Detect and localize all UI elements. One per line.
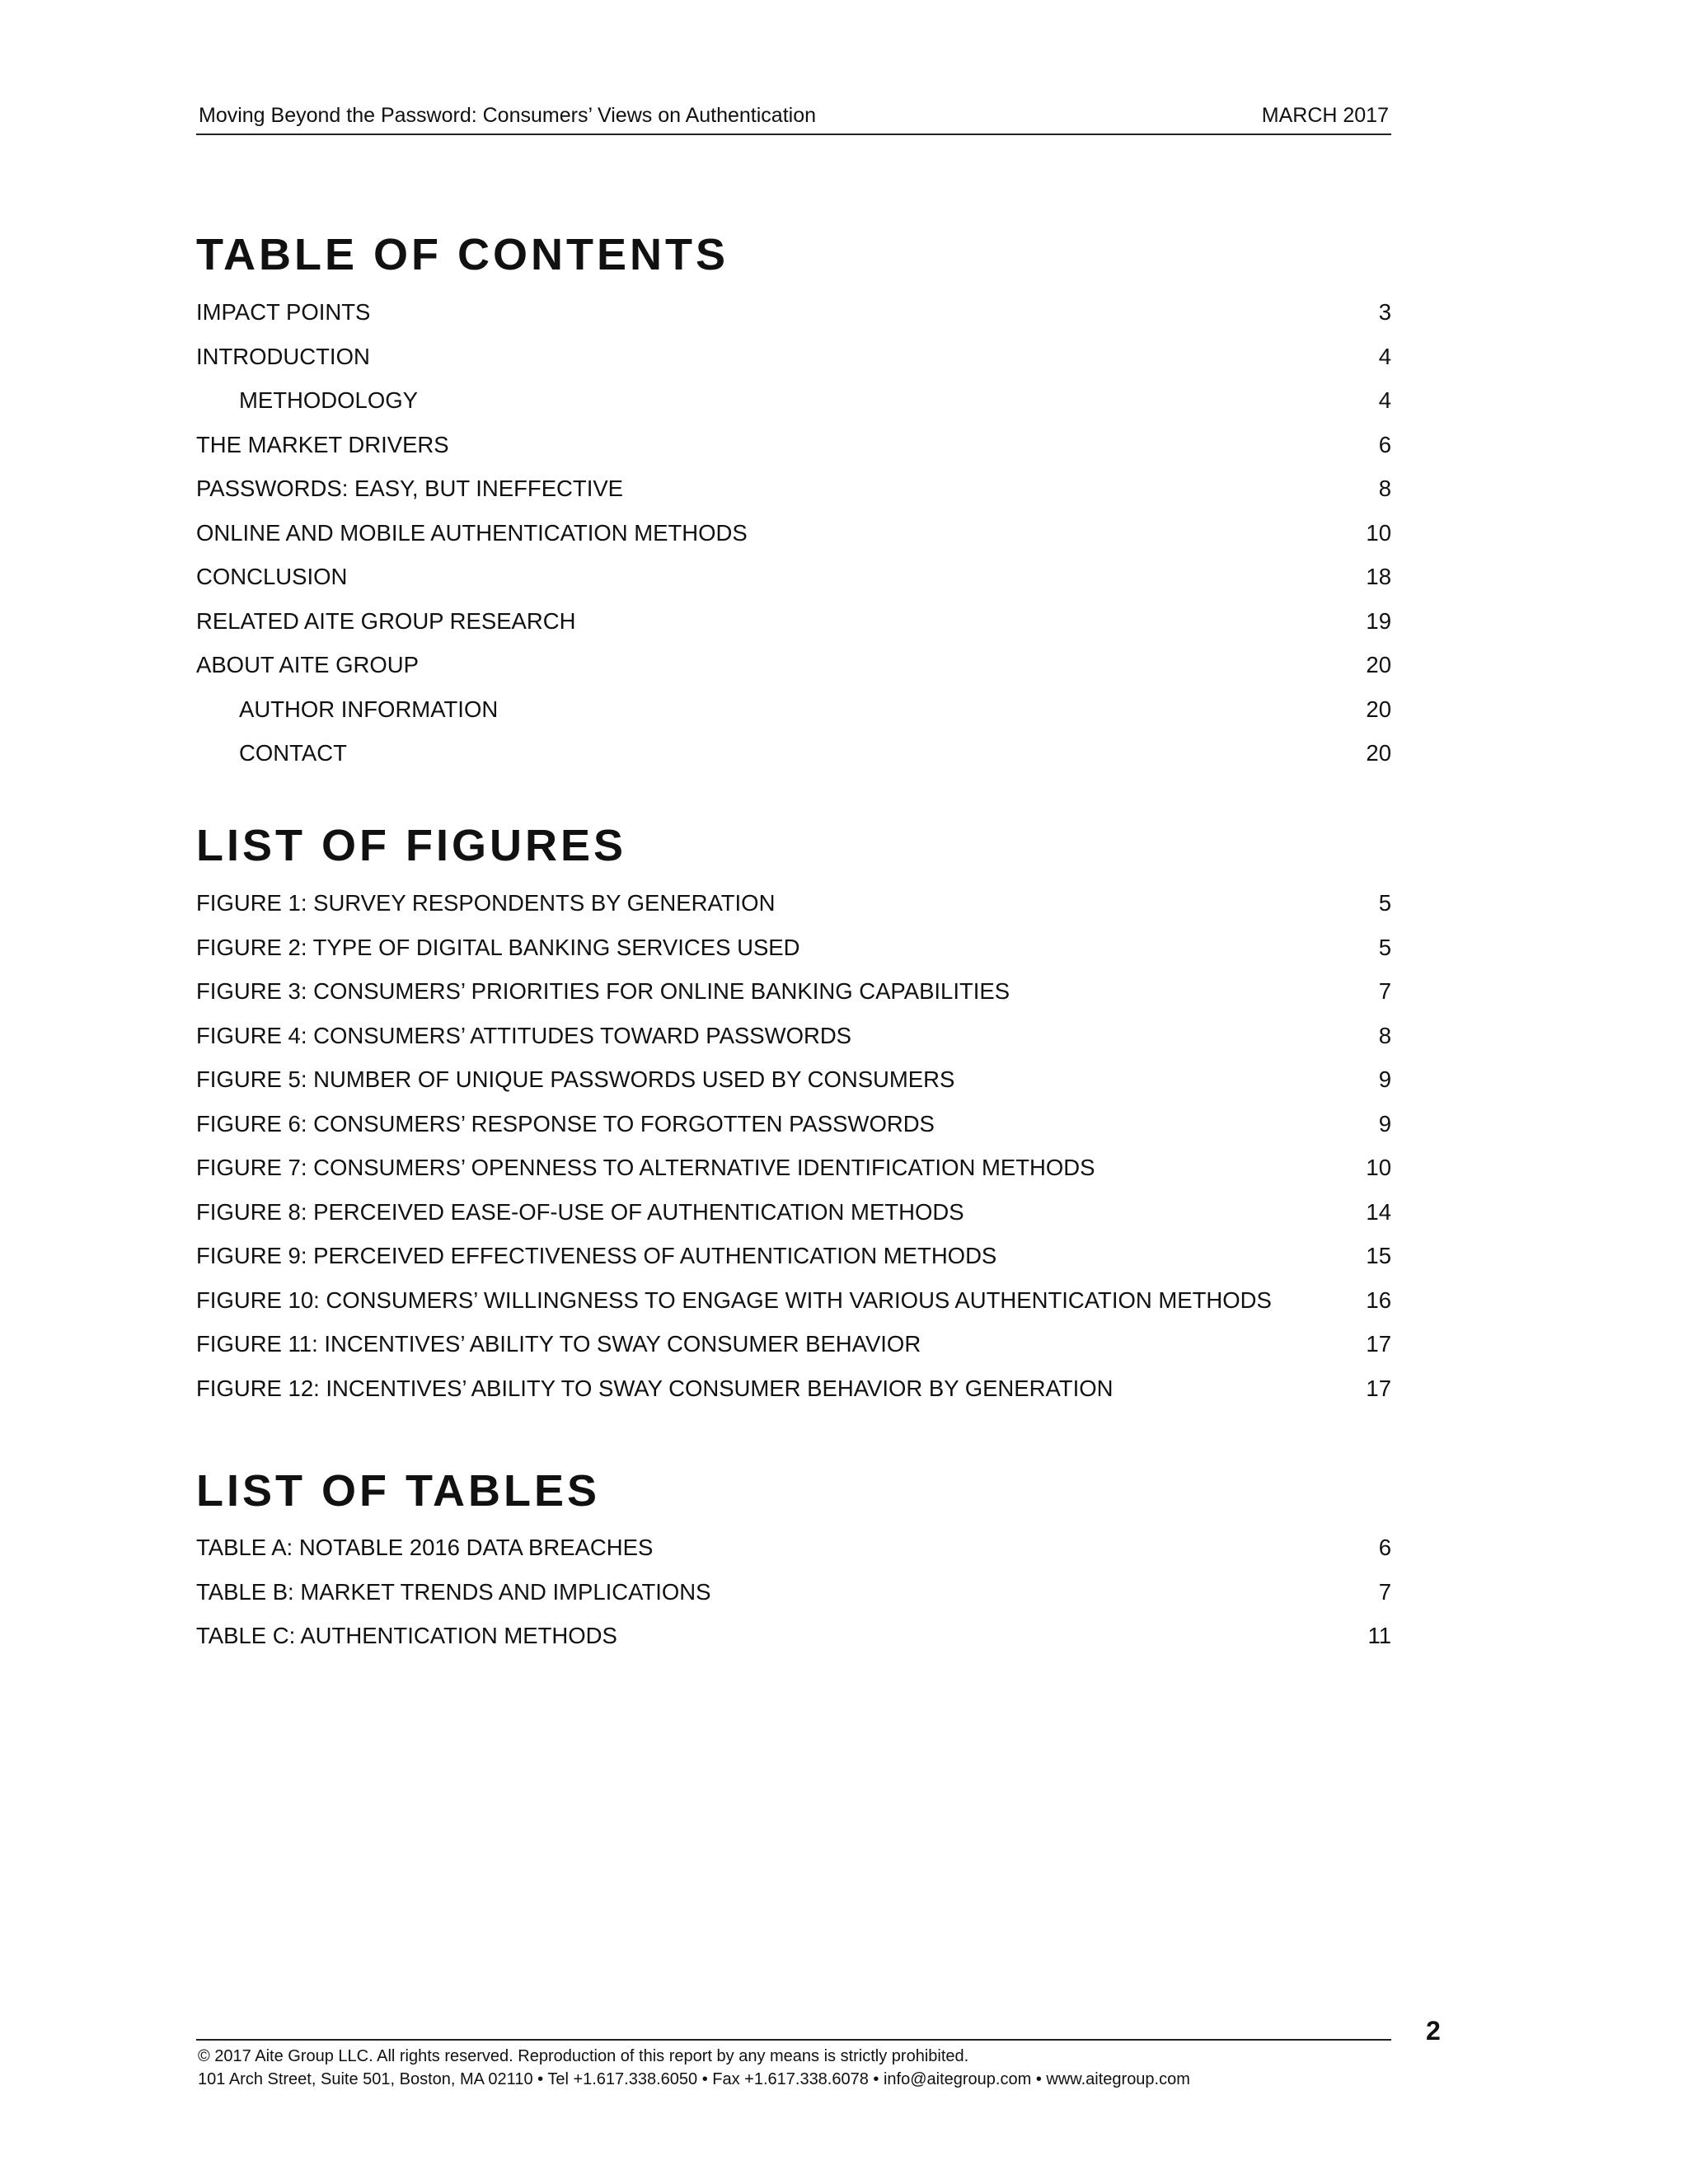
figure-entry-label: FIGURE 4: CONSUMERS’ ATTITUDES TOWARD PASSWORDS xyxy=(196,1022,852,1048)
figures-heading: LIST OF FIGURES xyxy=(196,821,627,870)
figure-entry-label: FIGURE 8: PERCEIVED EASE-OF-USE OF AUTHENTICATION METHODS xyxy=(196,1198,964,1225)
dot-leader xyxy=(1100,1174,1362,1175)
toc-entry-label: ONLINE AND MOBILE AUTHENTICATION METHODS xyxy=(196,519,748,546)
toc-heading: TABLE OF CONTENTS xyxy=(196,230,729,279)
table-entry-page: 7 xyxy=(1378,1578,1391,1605)
toc-entry-label: AUTHOR INFORMATION xyxy=(239,696,499,722)
dot-leader xyxy=(352,583,1362,584)
figure-entry[interactable] xyxy=(196,1102,1391,1146)
figure-entry-page: 10 xyxy=(1366,1155,1391,1180)
figure-entry-page: 8 xyxy=(1378,1022,1391,1048)
dot-leader xyxy=(628,495,1375,496)
figure-entry[interactable] xyxy=(196,1057,1391,1102)
tables-list xyxy=(196,1526,1391,1658)
figure-entry-label: FIGURE 5: NUMBER OF UNIQUE PASSWORDS USED BY CONSUMERS xyxy=(196,1066,955,1092)
figure-entry-label: FIGURE 9: PERCEIVED EFFECTIVENESS OF AUTHENTICATION METHODS xyxy=(196,1243,997,1268)
toc-entry[interactable] xyxy=(196,423,1391,467)
figure-entry-label: FIGURE 2: TYPE OF DIGITAL BANKING SERVICES USED xyxy=(196,934,800,960)
toc-entry-page: 6 xyxy=(1378,431,1391,457)
toc-entry-label: ABOUT AITE GROUP xyxy=(196,652,419,677)
toc-entry-page: 18 xyxy=(1366,564,1391,589)
figure-entry-page: 16 xyxy=(1366,1286,1391,1313)
figure-entry[interactable] xyxy=(196,1278,1391,1323)
toc-list xyxy=(196,290,1391,776)
figure-entry-page: 17 xyxy=(1366,1331,1391,1357)
table-entry-page: 11 xyxy=(1367,1623,1391,1648)
toc-entry-label: INTRODUCTION xyxy=(196,343,370,369)
toc-entry[interactable] xyxy=(196,643,1391,687)
dot-leader xyxy=(503,716,1362,717)
dot-leader xyxy=(1277,1307,1363,1308)
table-entry-label: TABLE A: NOTABLE 2016 DATA BREACHES xyxy=(196,1535,654,1560)
report-date: MARCH 2017 xyxy=(1261,104,1389,127)
toc-entry-page: 19 xyxy=(1366,607,1391,634)
figure-entry-page: 9 xyxy=(1378,1110,1391,1137)
toc-entry[interactable] xyxy=(196,555,1391,599)
report-title: Moving Beyond the Password: Consumers’ Views on Authentication xyxy=(199,104,817,127)
toc-entry[interactable] xyxy=(196,599,1391,644)
dot-leader xyxy=(580,628,1362,629)
toc-entry-page: 10 xyxy=(1366,519,1391,546)
toc-entry-label: IMPACT POINTS xyxy=(196,299,371,325)
toc-entry-label: CONCLUSION xyxy=(196,564,348,589)
table-entry-label: TABLE B: MARKET TRENDS AND IMPLICATIONS xyxy=(196,1578,711,1605)
dot-leader xyxy=(926,1351,1362,1352)
figure-entry[interactable] xyxy=(196,1322,1391,1366)
toc-entry[interactable] xyxy=(196,466,1391,511)
figure-entry[interactable] xyxy=(196,881,1391,926)
toc-entry-page: 4 xyxy=(1378,343,1391,369)
figure-entry-label: FIGURE 10: CONSUMERS’ WILLINGNESS TO ENGAGE WITH VARIOUS AUTHENTICATION METHODS xyxy=(196,1286,1272,1313)
dot-leader xyxy=(423,407,1375,408)
figure-entry[interactable] xyxy=(196,969,1391,1014)
tables-heading: LIST OF TABLES xyxy=(196,1466,600,1516)
table-entry[interactable] xyxy=(196,1614,1391,1658)
toc-entry-page: 8 xyxy=(1378,476,1391,501)
toc-entry-label: METHODOLOGY xyxy=(239,387,418,413)
dot-leader xyxy=(959,1086,1375,1087)
figure-entry[interactable] xyxy=(196,926,1391,970)
dot-leader xyxy=(715,1599,1375,1600)
dot-leader xyxy=(1118,1395,1362,1396)
toc-entry-label: CONTACT xyxy=(239,740,347,766)
figure-entry-label: FIGURE 3: CONSUMERS’ PRIORITIES FOR ONLINE BANKING CAPABILITIES xyxy=(196,978,1010,1004)
footer-address: 101 Arch Street, Suite 501, Boston, MA 02110 • Tel +1.617.338.6050 • Fax +1.617.338.6078 • info@aitegroup.com • www.aitegroup.com xyxy=(198,2070,1190,2088)
figure-entry-label: FIGURE 12: INCENTIVES’ ABILITY TO SWAY CONSUMER BEHAVIOR BY GENERATION xyxy=(196,1375,1114,1401)
toc-entry[interactable] xyxy=(196,290,1391,335)
figure-entry-label: FIGURE 1: SURVEY RESPONDENTS BY GENERATION xyxy=(196,890,776,916)
figure-entry-label: FIGURE 11: INCENTIVES’ ABILITY TO SWAY CONSUMER BEHAVIOR xyxy=(196,1331,921,1357)
toc-entry-label: RELATED AITE GROUP RESEARCH xyxy=(196,607,576,634)
figure-entry[interactable] xyxy=(196,1366,1391,1411)
toc-entry[interactable] xyxy=(196,511,1391,555)
dot-leader xyxy=(969,1219,1363,1220)
dot-leader xyxy=(424,672,1362,673)
figure-entry[interactable] xyxy=(196,1234,1391,1278)
figure-entry-page: 9 xyxy=(1378,1066,1391,1092)
toc-entry[interactable] xyxy=(196,335,1391,379)
dot-leader xyxy=(780,910,1375,911)
toc-entry-page: 20 xyxy=(1366,696,1391,722)
figure-entry-page: 5 xyxy=(1378,890,1391,916)
toc-entry[interactable] xyxy=(196,731,1391,776)
dot-leader xyxy=(1015,998,1375,999)
footer-divider xyxy=(196,2039,1391,2041)
figures-list xyxy=(196,881,1391,1410)
figure-entry-page: 5 xyxy=(1378,934,1391,960)
toc-entry-label: PASSWORDS: EASY, BUT INEFFECTIVE xyxy=(196,476,624,501)
figure-entry-page: 17 xyxy=(1366,1375,1391,1401)
figure-entry[interactable] xyxy=(196,1014,1391,1058)
figure-entry-page: 7 xyxy=(1378,978,1391,1004)
dot-leader xyxy=(753,540,1363,541)
table-entry-label: TABLE C: AUTHENTICATION METHODS xyxy=(196,1623,617,1648)
dot-leader xyxy=(940,1131,1375,1132)
dot-leader xyxy=(375,363,1375,364)
toc-entry-page: 4 xyxy=(1378,387,1391,413)
table-entry[interactable] xyxy=(196,1526,1391,1570)
toc-entry-page: 20 xyxy=(1366,652,1391,677)
dot-leader xyxy=(352,760,1363,761)
dot-leader xyxy=(375,319,1375,320)
toc-entry[interactable] xyxy=(196,378,1391,423)
page-number: 2 xyxy=(1426,2016,1441,2046)
toc-entry-page: 3 xyxy=(1378,299,1391,325)
figure-entry-label: FIGURE 6: CONSUMERS’ RESPONSE TO FORGOTTEN PASSWORDS xyxy=(196,1110,935,1137)
footer-copyright: © 2017 Aite Group LLC. All rights reserved. Reproduction of this report by any means is strictly prohibited. xyxy=(198,2047,969,2065)
page-header xyxy=(196,97,1391,135)
dot-leader xyxy=(804,954,1375,955)
table-entry-page: 6 xyxy=(1378,1535,1391,1560)
figure-entry-page: 14 xyxy=(1366,1198,1391,1225)
toc-entry-page: 20 xyxy=(1366,740,1391,766)
figure-entry-label: FIGURE 7: CONSUMERS’ OPENNESS TO ALTERNATIVE IDENTIFICATION METHODS xyxy=(196,1155,1095,1180)
toc-entry[interactable] xyxy=(196,687,1391,732)
toc-entry-label: THE MARKET DRIVERS xyxy=(196,431,449,457)
figure-entry[interactable] xyxy=(196,1190,1391,1235)
dot-leader xyxy=(658,1554,1375,1555)
figure-entry[interactable] xyxy=(196,1146,1391,1190)
table-entry[interactable] xyxy=(196,1570,1391,1615)
figure-entry-page: 15 xyxy=(1366,1243,1391,1268)
